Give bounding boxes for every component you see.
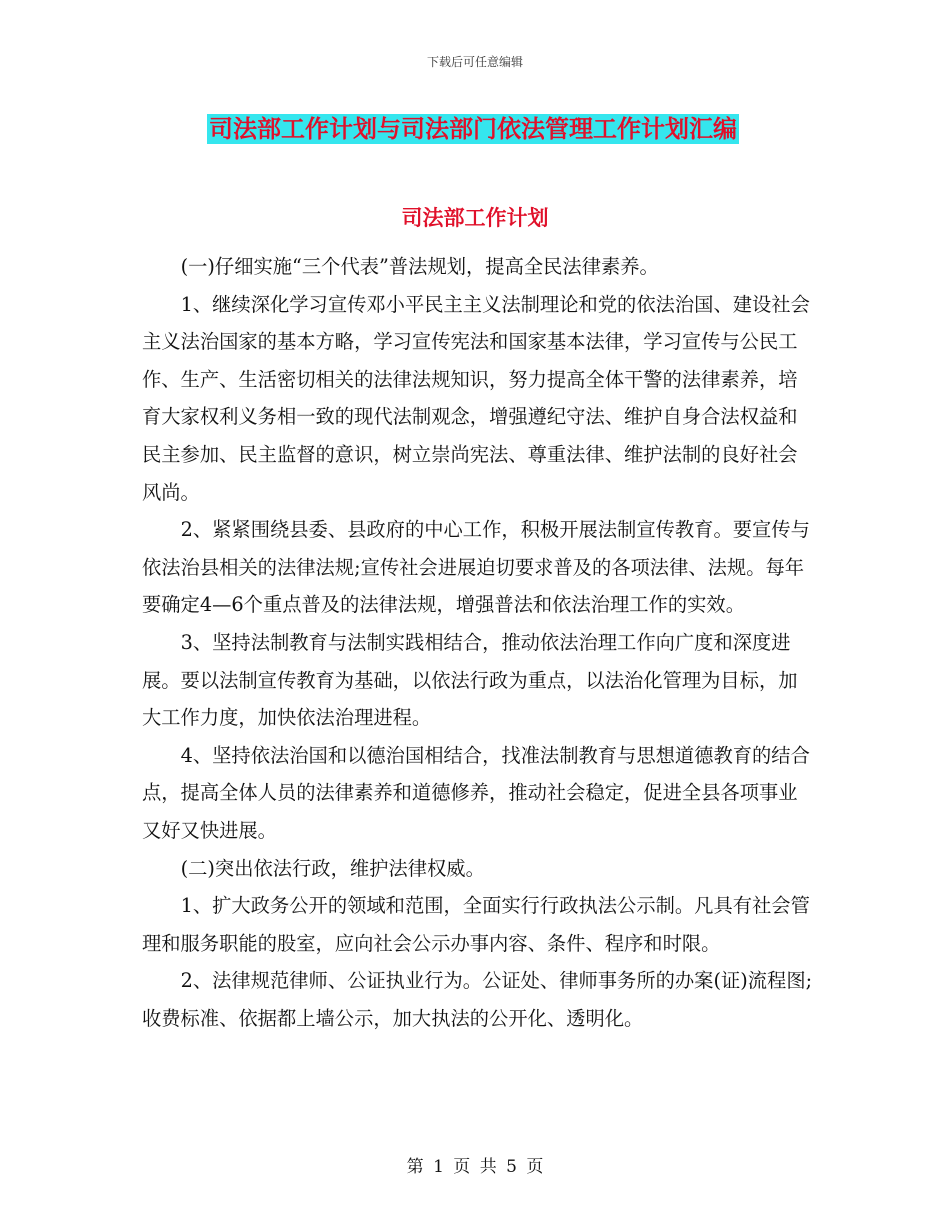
document-body (142, 248, 814, 1037)
paragraph: 2、法律规范律师、公证执业行为。公证处、律师事务所的办案(证)流程图;收费标准、依据都上墙公示，加大执法的公开化、透明化。 (142, 969, 813, 1030)
paragraph: (二)突出依法行政，维护法律权威。 (180, 856, 485, 880)
section-title: 司法部工作计划 (401, 205, 549, 230)
paragraph: 1、扩大政务公开的领域和范围，全面实行行政执法公示制。凡具有社会管理和服务职能的股室，应向社会公示办事内容、条件、程序和时限。 (142, 894, 810, 955)
document-title: 司法部工作计划与司法部门依法管理工作计划汇编 (209, 114, 737, 143)
page-header-note: 下载后可任意编辑 (426, 55, 523, 69)
paragraph: 3、坚持法制教育与法制实践相结合，推动依法治理工作向广度和深度进展。要以法制宣传教育为基础，以依法行政为重点，以法治化管理为目标，加大工作力度，加快依法治理进程。 (142, 630, 798, 730)
paragraph: 4、坚持依法治国和以德治国相结合，找准法制教育与思想道德教育的结合点，提高全体人员的法律素养和道德修养，推动社会稳定，促进全县各项事业又好又快进展。 (142, 743, 810, 842)
paragraph: 2、紧紧围绕县委、县政府的中心工作，积极开展法制宣传教育。要宣传与依法治县相关的法律法规;宣传社会进展迫切要求普及的各项法律、法规。每年要确定4—6个重点普及的法律法规，增强普法和依法治理工作的实效。 (142, 518, 810, 617)
paragraph: 1、继续深化学习宣传邓小平民主主义法制理论和党的依法治国、建设社会主义法治国家的基本方略，学习宣传宪法和国家基本法律，学习宣传与公民工作、生产、生活密切相关的法律法规知识，努力提高全体干警的法律素养，培育大家权利义务相一致的现代法制观念，增强遵纪守法、维护自身合法权益和民主参加、民主监督的意识，树立崇尚宪法、尊重法律、维护法制的良好社会风尚。 (142, 292, 810, 504)
page-number-footer: 第 1 页 共 5 页 (406, 1157, 544, 1177)
paragraph: (一)仔细实施“三个代表”普法规划，提高全民法律素养。 (180, 255, 659, 278)
